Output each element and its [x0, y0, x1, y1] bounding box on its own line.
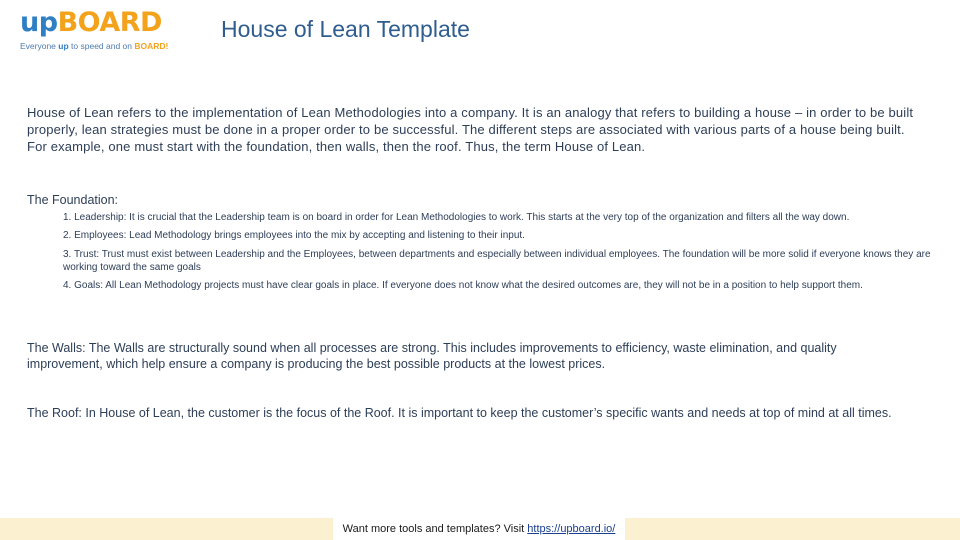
brand-logo[interactable] — [20, 6, 190, 51]
roof-paragraph: The Roof: In House of Lean, the customer is the focus of the Roof. It is important to keep the customer’s specific wants and needs at top of mind at all times. — [27, 406, 892, 420]
walls-paragraph: The Walls: The Walls are structurally sound when all processes are strong. This includes improvements to efficiency, waste elimination, and quality improvement, which help ensure a company is producing the best possible products at the lowest prices. — [27, 341, 837, 371]
logo-board-text: BOARD — [57, 7, 162, 38]
foundation-heading: The Foundation: — [27, 193, 119, 207]
footer-link[interactable]: https://upboard.io/ — [527, 523, 616, 535]
list-item: 2. Employees: Lead Methodology brings employees into the mix by accepting and listening to their input. — [63, 230, 525, 241]
tagline-board: BOARD! — [134, 41, 169, 51]
list-item: 3. Trust: Trust must exist between Leadership and the Employees, between departments and especially between individual employees. The foundation will be more solid if everyone knows they are working toward the same goals — [63, 249, 931, 273]
list-item: 1. Leadership: It is crucial that the Leadership team is on board in order for Lean Methodologies to work. This starts at the very top of the organization and filters all the way down. — [63, 212, 850, 223]
logo-up-text: up — [20, 7, 58, 38]
footer-callout — [333, 518, 625, 540]
tagline-up: up — [58, 41, 69, 51]
foundation-list — [63, 211, 943, 297]
logo-tagline — [20, 41, 190, 51]
intro-paragraph: House of Lean refers to the implementation of Lean Methodologies into a company. It is an analogy that refers to building a house – in order to be built properly, lean strategies must be done in a proper order to be successful. The different steps are associated with various parts of a house being built. For example, one must start with the foundation, then walls, then the roof. Thus, the term House of Lean. — [27, 105, 914, 154]
tagline-middle: to speed and on — [68, 41, 135, 51]
tagline-start: Everyone — [20, 41, 59, 51]
logo-wordmark — [20, 6, 190, 40]
page-title: House of Lean Template — [221, 16, 470, 42]
list-item: 4. Goals: All Lean Methodology projects must have clear goals in place. If everyone does not know what the desired outcomes are, they will not be in a position to help support them. — [63, 280, 863, 291]
footer-text: Want more tools and templates? Visit — [342, 523, 528, 535]
